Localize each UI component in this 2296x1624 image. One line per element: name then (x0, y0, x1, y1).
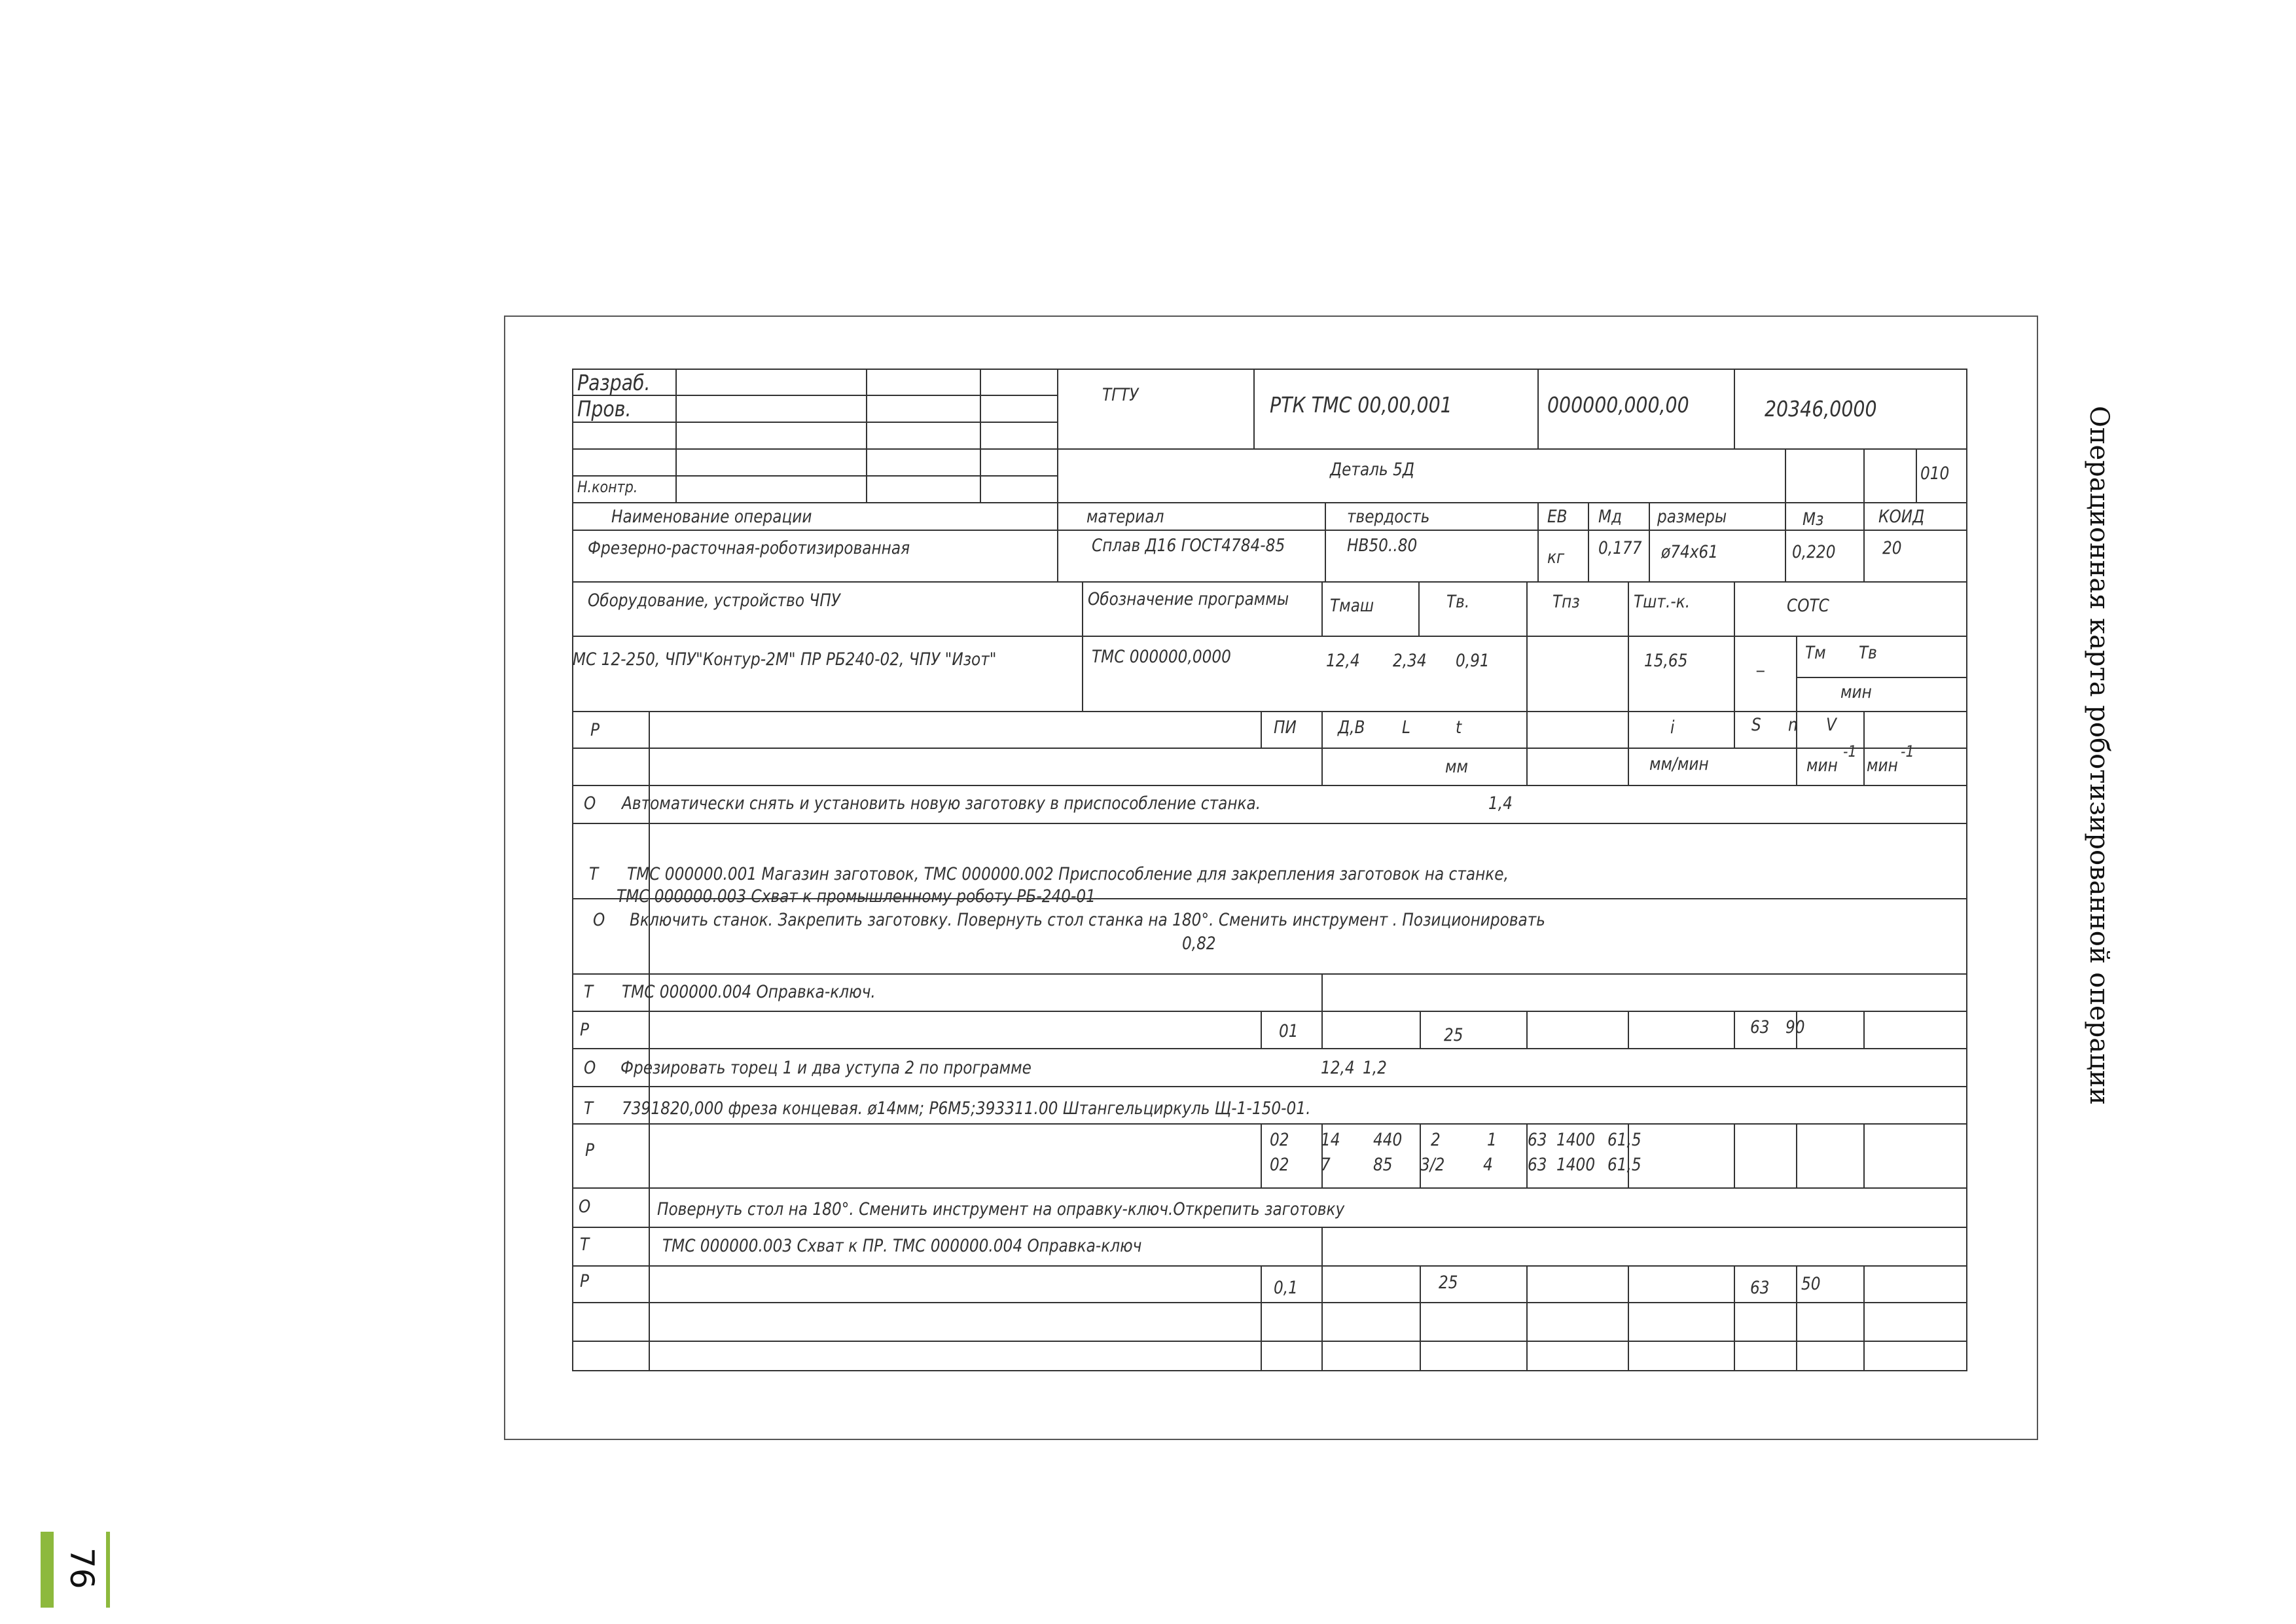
md-value: 0,177 (1598, 538, 1642, 558)
material-label: материал (1086, 507, 1164, 527)
row-o3-a: 12,4 (1321, 1058, 1355, 1078)
row-t4-text: ТМС 000000.003 Схват к ПР. ТМС 000000.004 Оправка-ключ (662, 1236, 1142, 1256)
row-r2a-pi: 02 (1270, 1130, 1289, 1150)
prov-label: Пров. (577, 396, 632, 422)
op-name-value: Фрезерно-расточная-роботизированная (588, 538, 910, 558)
row-o2-code: О (593, 910, 605, 930)
row-o1-code: О (584, 793, 596, 814)
row-o4-code: О (579, 1197, 591, 1217)
ev-label: ЕВ (1547, 507, 1568, 527)
unit-min-s-exp: -1 (1843, 742, 1857, 761)
param-r: Р (590, 720, 600, 740)
hardness-label: твердость (1347, 507, 1430, 527)
mz-label: Мз (1803, 509, 1824, 530)
param-pi: ПИ (1274, 717, 1297, 738)
page-accent-bar (41, 1532, 54, 1608)
param-t: t (1456, 717, 1462, 738)
tmash-value: 12,4 (1326, 651, 1360, 671)
operation-number: 010 (1920, 463, 1950, 484)
row-r2a-l: 440 (1373, 1130, 1403, 1150)
program-value: ТМС 000000,0000 (1092, 647, 1231, 667)
koid-label: КОИД (1878, 507, 1925, 527)
unit-mm: мм (1445, 757, 1469, 777)
sots-value: _ (1757, 652, 1765, 672)
row-t3-code: Т (584, 1098, 594, 1119)
row-o3-text: Фрезировать торец 1 и два уступа 2 по программе (620, 1058, 1031, 1078)
nkontr-label: Н.контр. (577, 478, 638, 496)
tsht-label: Тшт.-к. (1634, 592, 1691, 612)
unit-min-s: мин (1806, 755, 1838, 776)
program-label: Обозначение программы (1088, 589, 1289, 609)
row-r2a-n: 1400 (1556, 1130, 1596, 1150)
tv2-label: Тв (1859, 643, 1877, 663)
row-r2a-t: 2 (1431, 1130, 1441, 1150)
row-r2-code: Р (585, 1140, 595, 1161)
param-s: S (1751, 715, 1761, 735)
row-t2-text: ТМС 000000.004 Оправка-ключ. (622, 982, 876, 1002)
row-r2a-s: 63 (1528, 1130, 1547, 1150)
tpz-value: 0,91 (1456, 651, 1490, 671)
row-r2b-d: 7 (1321, 1155, 1331, 1175)
row-r2b-l: 85 (1373, 1155, 1393, 1175)
param-dv: Д,В (1338, 717, 1365, 738)
row-r2a-v: 61,5 (1607, 1130, 1641, 1150)
doc-code: РТК ТМС 00,00,001 (1270, 392, 1452, 418)
row-r2b-n: 1400 (1556, 1155, 1596, 1175)
tv-label: Тв. (1446, 592, 1470, 612)
md-label: Мд (1598, 507, 1623, 527)
page-number: 76 (63, 1547, 101, 1589)
tsht-value: 15,65 (1644, 651, 1688, 671)
material-value: Сплав Д16 ГОСТ4784-85 (1092, 535, 1285, 556)
row-o4-text: Повернуть стол на 180°. Сменить инструмент на оправку-ключ.Открепить заготовку (657, 1199, 1345, 1219)
hardness-value: НВ50..80 (1347, 535, 1418, 556)
unit-mm-min: мм/мин (1649, 754, 1709, 774)
row-o1-value: 1,4 (1488, 793, 1513, 814)
row-t3-text: 7391820,000 фреза концевая. ø14мм; Р6М5;393311.00 Штангельциркуль Щ-1-150-01. (622, 1098, 1311, 1119)
row-r1-s: 63 (1750, 1017, 1770, 1038)
ev-value: кг (1547, 547, 1565, 568)
op-name-label: Наименование операции (611, 507, 812, 527)
tm-label: Тм (1805, 643, 1826, 663)
row-t2-code: Т (584, 982, 594, 1002)
param-l: L (1402, 717, 1410, 738)
row-r3-s: 63 (1750, 1278, 1770, 1298)
row-r2b-i: 4 (1483, 1155, 1493, 1175)
row-r1-t: 25 (1444, 1025, 1463, 1045)
row-o2-value: 0,82 (1182, 933, 1216, 954)
mz-value: 0,220 (1792, 542, 1836, 562)
param-i: i (1670, 717, 1675, 738)
razrab-label: Разраб. (577, 370, 651, 395)
min-label: мин (1840, 682, 1872, 702)
row-t1-line2: ТМС 000000.003 Схват к промышленному роботу РБ-240-01 (617, 886, 1096, 907)
row-r2a-i: 1 (1487, 1130, 1497, 1150)
sizes-value: ø74х61 (1661, 542, 1719, 562)
row-t1-line1: ТМС 000000.001 Магазин заготовок, ТМС 000000.002 Приспособление для закрепления заготовок на станке, (627, 864, 1509, 884)
tpz-label: Тпз (1552, 592, 1580, 612)
row-r3-n: 50 (1801, 1274, 1821, 1294)
page-accent-line (106, 1532, 110, 1608)
page-number-block (41, 1532, 113, 1608)
tv-value: 2,34 (1393, 651, 1427, 671)
row-r3-t: 25 (1439, 1272, 1458, 1293)
row-t1-code: Т (589, 864, 599, 884)
param-n: n (1788, 715, 1798, 735)
unit-min-n: мин (1867, 755, 1898, 776)
row-r2b-v: 61,5 (1607, 1155, 1641, 1175)
row-o1-text: Автоматически снять и установить новую заготовку в приспособление станка. (622, 793, 1261, 814)
row-r2b-pi: 02 (1270, 1155, 1289, 1175)
tmash-label: Тмаш (1330, 596, 1374, 616)
row-r3-code: Р (580, 1271, 590, 1291)
row-o3-b: 1,2 (1363, 1058, 1387, 1078)
sizes-label: размеры (1657, 507, 1727, 527)
row-r1-pi: 01 (1279, 1021, 1299, 1041)
equipment-value: МС 12-250, ЧПУ"Контур-2М" ПР РБ240-02, ЧПУ "Изот" (573, 649, 997, 670)
koid-value: 20 (1882, 538, 1902, 558)
row-r1-code: Р (580, 1020, 590, 1040)
side-title: Операционная карта роботизированной операции (2084, 406, 2114, 1106)
row-r2a-d: 14 (1321, 1130, 1340, 1150)
row-r1-n: 90 (1785, 1017, 1805, 1038)
row-o3-code: О (584, 1058, 596, 1078)
code-three: 20346,0000 (1765, 396, 1877, 422)
row-r2b-s: 63 (1528, 1155, 1547, 1175)
row-t4-code: Т (580, 1235, 590, 1255)
detail-name: Деталь 5Д (1330, 460, 1415, 480)
row-r2b-t: 3/2 (1420, 1155, 1445, 1175)
equipment-label: Оборудование, устройство ЧПУ (588, 590, 840, 611)
row-r3-pi: 0,1 (1274, 1278, 1298, 1298)
org-name: ТГТУ (1102, 385, 1139, 405)
param-v: V (1826, 715, 1837, 735)
sots-label: СОТС (1787, 596, 1829, 616)
code-two: 000000,000,00 (1547, 392, 1689, 418)
unit-min-n-exp: -1 (1901, 742, 1914, 761)
row-o2-text: Включить станок. Закрепить заготовку. Повернуть стол станка на 180°. Сменить инструмент . Позиционировать (630, 910, 1545, 930)
